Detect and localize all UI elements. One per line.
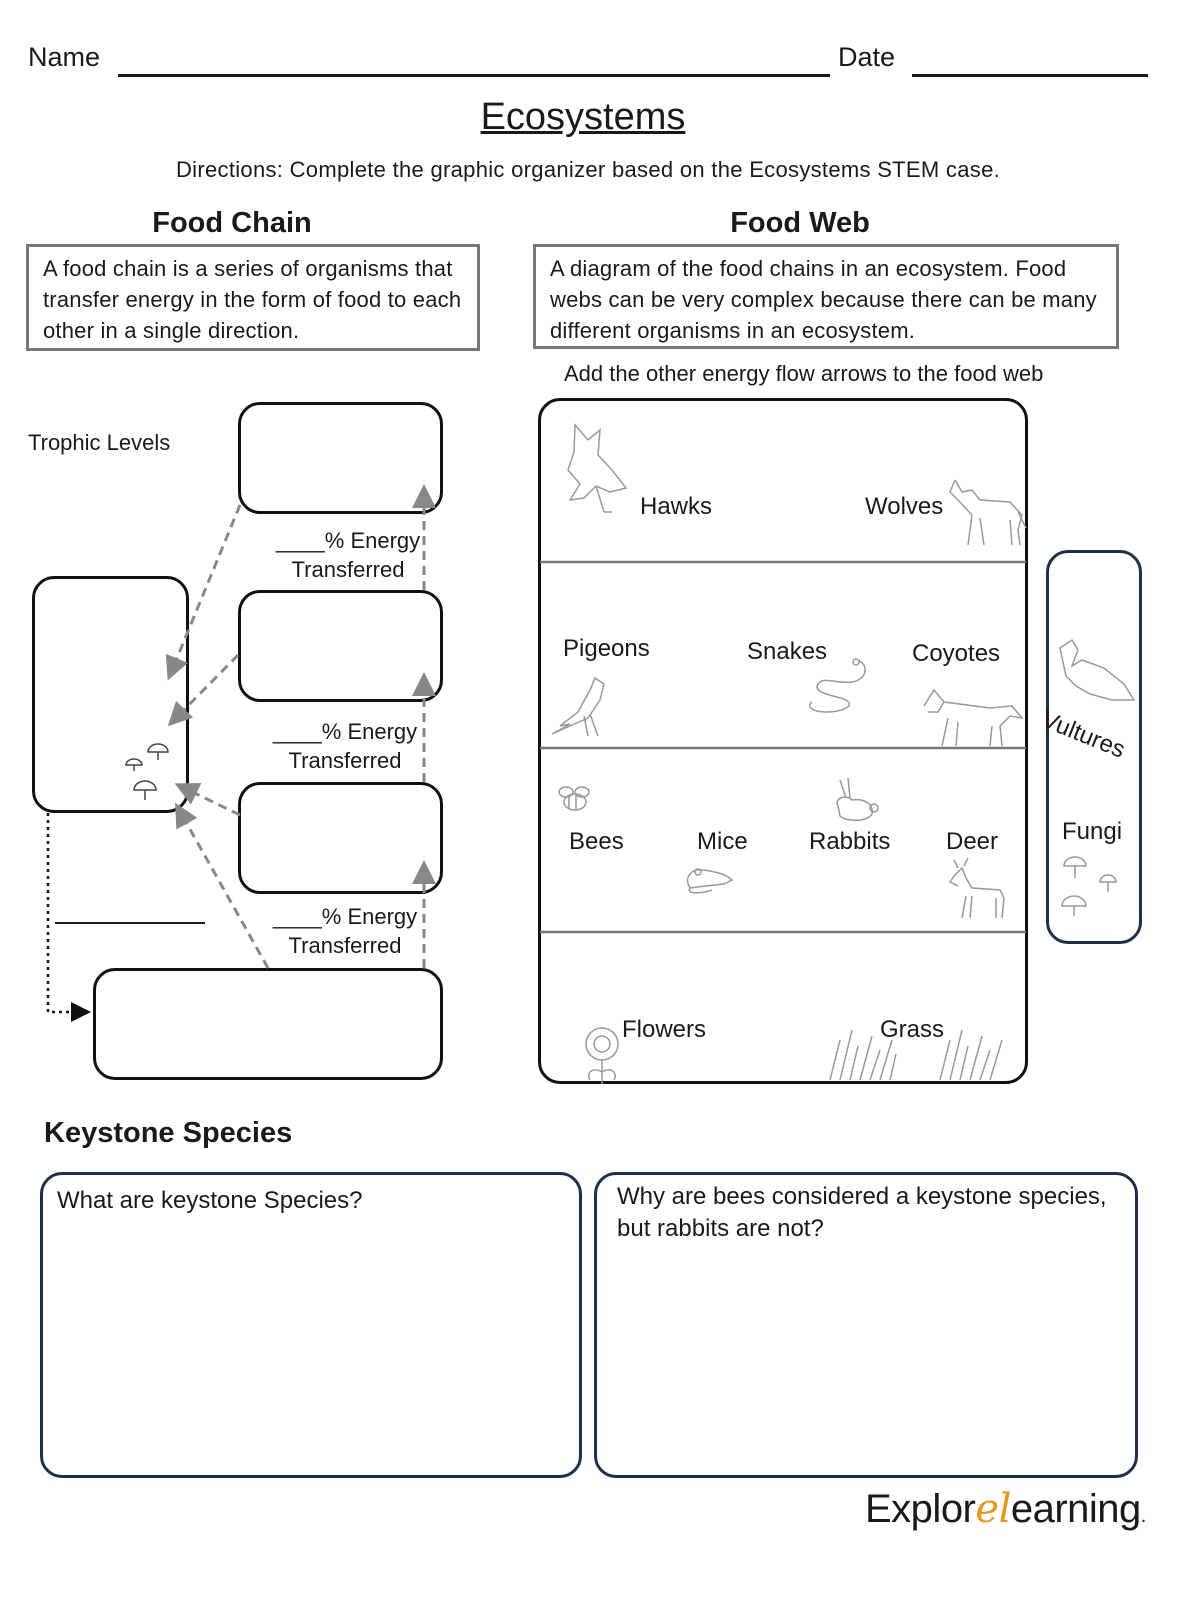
food-chain-title: Food Chain bbox=[152, 207, 312, 239]
logo-prefix: Explor bbox=[865, 1487, 976, 1531]
organism-label-pigeons: Pigeons bbox=[563, 635, 650, 662]
trophic-levels-label: Trophic Levels bbox=[28, 430, 171, 455]
organism-label-deer: Deer bbox=[946, 828, 999, 855]
name-label: Name bbox=[28, 42, 101, 72]
keystone-answer-box-2[interactable] bbox=[594, 1172, 1138, 1478]
energy-transferred-text: Transferred bbox=[291, 557, 405, 582]
logo-suffix: earning bbox=[1010, 1487, 1141, 1531]
organism-label-flowers: Flowers bbox=[622, 1016, 707, 1043]
snake-icon bbox=[810, 659, 865, 712]
keystone-title: Keystone Species bbox=[44, 1117, 293, 1149]
energy-transferred-text: Transferred bbox=[288, 748, 402, 773]
food-web-title: Food Web bbox=[730, 207, 870, 239]
energy-percent-text: ____% Energy bbox=[275, 528, 421, 553]
organism-label-wolves: Wolves bbox=[865, 493, 944, 520]
keystone-question-2: Why are bees considered a keystone species, but rabbits are not? bbox=[617, 1183, 1107, 1242]
bee-icon bbox=[559, 787, 589, 810]
logo-trademark: . bbox=[1140, 1505, 1146, 1527]
organism-label-bees: Bees bbox=[569, 828, 624, 855]
organism-label-grass: Grass bbox=[880, 1016, 945, 1043]
date-label: Date bbox=[838, 42, 896, 72]
keystone-answer-box-1[interactable] bbox=[40, 1172, 582, 1478]
mouse-icon bbox=[688, 869, 732, 893]
organism-label-coyotes: Coyotes bbox=[912, 640, 1001, 667]
organism-label-vultures: Vultures bbox=[1037, 706, 1129, 764]
organism-label-snakes: Snakes bbox=[747, 638, 828, 665]
food-chain-definition-text: A food chain is a series of organisms that transfer energy in the form of food to each other in a single direction. bbox=[43, 256, 462, 343]
keystone-question-1: What are keystone Species? bbox=[57, 1187, 363, 1214]
organism-label-hawks: Hawks bbox=[640, 493, 713, 520]
explorelearning-logo bbox=[865, 1486, 1146, 1532]
energy-percent-text: ____% Energy bbox=[272, 719, 418, 744]
page-title: Ecosystems bbox=[480, 96, 686, 138]
wolf-icon bbox=[950, 480, 1026, 545]
food-web-instruction: Add the other energy flow arrows to the food web bbox=[564, 361, 1044, 386]
pigeon-icon bbox=[552, 678, 604, 736]
organism-label-mice: Mice bbox=[697, 828, 748, 855]
hawk-icon bbox=[568, 425, 626, 512]
deer-icon bbox=[950, 858, 1004, 918]
energy-percent-text: ____% Energy bbox=[272, 904, 418, 929]
directions-text: Directions: Complete the graphic organizer based on the Ecosystems STEM case. bbox=[175, 157, 1001, 182]
energy-transferred-text: Transferred bbox=[288, 933, 402, 958]
organism-label-rabbits: Rabbits bbox=[809, 828, 891, 855]
flower-icon bbox=[586, 1028, 618, 1084]
logo-mark: el bbox=[975, 1486, 1011, 1532]
coyote-icon bbox=[924, 690, 1022, 746]
rabbit-icon bbox=[837, 778, 878, 820]
food-web-definition-text: A diagram of the food chains in an ecosystem. Food webs can be very complex because there can be many different organisms in an ecosystem. bbox=[550, 256, 1097, 343]
organism-label-fungi: Fungi bbox=[1062, 818, 1123, 845]
